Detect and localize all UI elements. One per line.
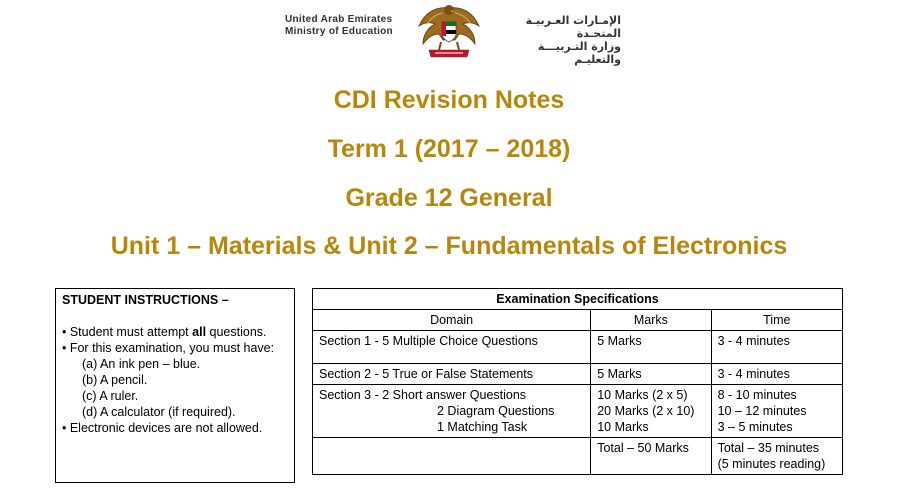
title-line-1 <box>0 86 898 115</box>
ministry-en-line2: Ministry of Education <box>285 26 393 37</box>
requirement-ruler: (c) A ruler. <box>82 389 139 403</box>
total-time-line1: Total – 35 minutes <box>717 441 820 455</box>
total-domain-empty <box>313 438 591 475</box>
instruction-bold-all: all <box>192 325 207 339</box>
student-instructions-box <box>55 288 295 483</box>
title-line-2 <box>0 135 898 164</box>
row3-time-line1: 8 - 10 minutes <box>717 388 797 402</box>
table-row <box>313 331 843 364</box>
ministry-ar-line2: وزارة التـربيـــة والتعليـم <box>537 40 621 66</box>
instructions-list <box>62 324 288 436</box>
instructions-title: STUDENT INSTRUCTIONS – <box>62 293 229 307</box>
row2-domain: Section 2 - 5 True or False Statements <box>313 364 591 385</box>
ministry-name-arabic <box>496 14 621 66</box>
header-domain: Domain <box>313 310 591 331</box>
table-caption: Examination Specifications <box>313 289 843 310</box>
row3-marks-line1: 10 Marks (2 x 5) <box>597 388 688 402</box>
ministry-en-line1: United Arab Emirates <box>285 14 393 25</box>
row2-time: 3 - 4 minutes <box>711 364 842 385</box>
instruction-item-devices: • Electronic devices are not allowed. <box>62 421 263 435</box>
ministry-name-english <box>285 14 393 38</box>
row1-marks: 5 Marks <box>591 331 711 364</box>
row3-domain-line3: 1 Matching Task <box>437 420 528 434</box>
ministry-ar-line1: الإمـارات العـربيـة المتحـدة <box>525 14 621 40</box>
row1-time: 3 - 4 minutes <box>711 331 842 364</box>
total-time <box>711 438 842 475</box>
grade-title: Grade 12 General <box>345 184 553 212</box>
row3-domain-line2: 2 Diagram Questions <box>437 404 555 418</box>
instruction-item-attempt <box>62 324 288 340</box>
row3-marks <box>591 385 711 438</box>
table-row <box>313 385 843 438</box>
document-header <box>0 0 898 66</box>
table-total-row <box>313 438 843 475</box>
row3-domain-line1: Section 3 - 2 Short answer Questions <box>319 388 527 402</box>
row1-domain: Section 1 - 5 Multiple Choice Questions <box>313 331 591 364</box>
row3-time-line2: 10 – 12 minutes <box>717 404 807 418</box>
row3-marks-line2: 20 Marks (2 x 10) <box>597 404 695 418</box>
uae-falcon-emblem-icon <box>413 0 485 62</box>
total-time-line2: (5 minutes reading) <box>717 457 826 471</box>
header-marks: Marks <box>591 310 711 331</box>
instruction-item-requirements: • For this examination, you must have: <box>62 341 275 355</box>
term-title: Term 1 (2017 – 2018) <box>327 135 571 163</box>
total-marks: Total – 50 Marks <box>591 438 711 475</box>
header-time: Time <box>711 310 842 331</box>
row3-marks-line3: 10 Marks <box>597 420 649 434</box>
row2-marks: 5 Marks <box>591 364 711 385</box>
examination-specifications-table <box>312 288 843 475</box>
table-caption-row <box>313 289 843 310</box>
title-line-3 <box>0 184 898 213</box>
instruction-text: • Student must attempt <box>62 325 193 339</box>
instruction-text: questions. <box>206 325 267 339</box>
title-line-4 <box>0 232 898 261</box>
row3-time <box>711 385 842 438</box>
table-row <box>313 364 843 385</box>
requirement-pencil: (b) A pencil. <box>82 373 148 387</box>
units-title: Unit 1 – Materials & Unit 2 – Fundamentals of Electronics <box>110 232 788 260</box>
requirement-calculator: (d) A calculator (if required). <box>82 405 236 419</box>
row3-time-line3: 3 – 5 minutes <box>717 420 793 434</box>
row3-domain <box>313 385 591 438</box>
table-header-row <box>313 310 843 331</box>
requirement-pen: (a) An ink pen – blue. <box>82 357 201 371</box>
document-title: CDI Revision Notes <box>333 86 565 114</box>
